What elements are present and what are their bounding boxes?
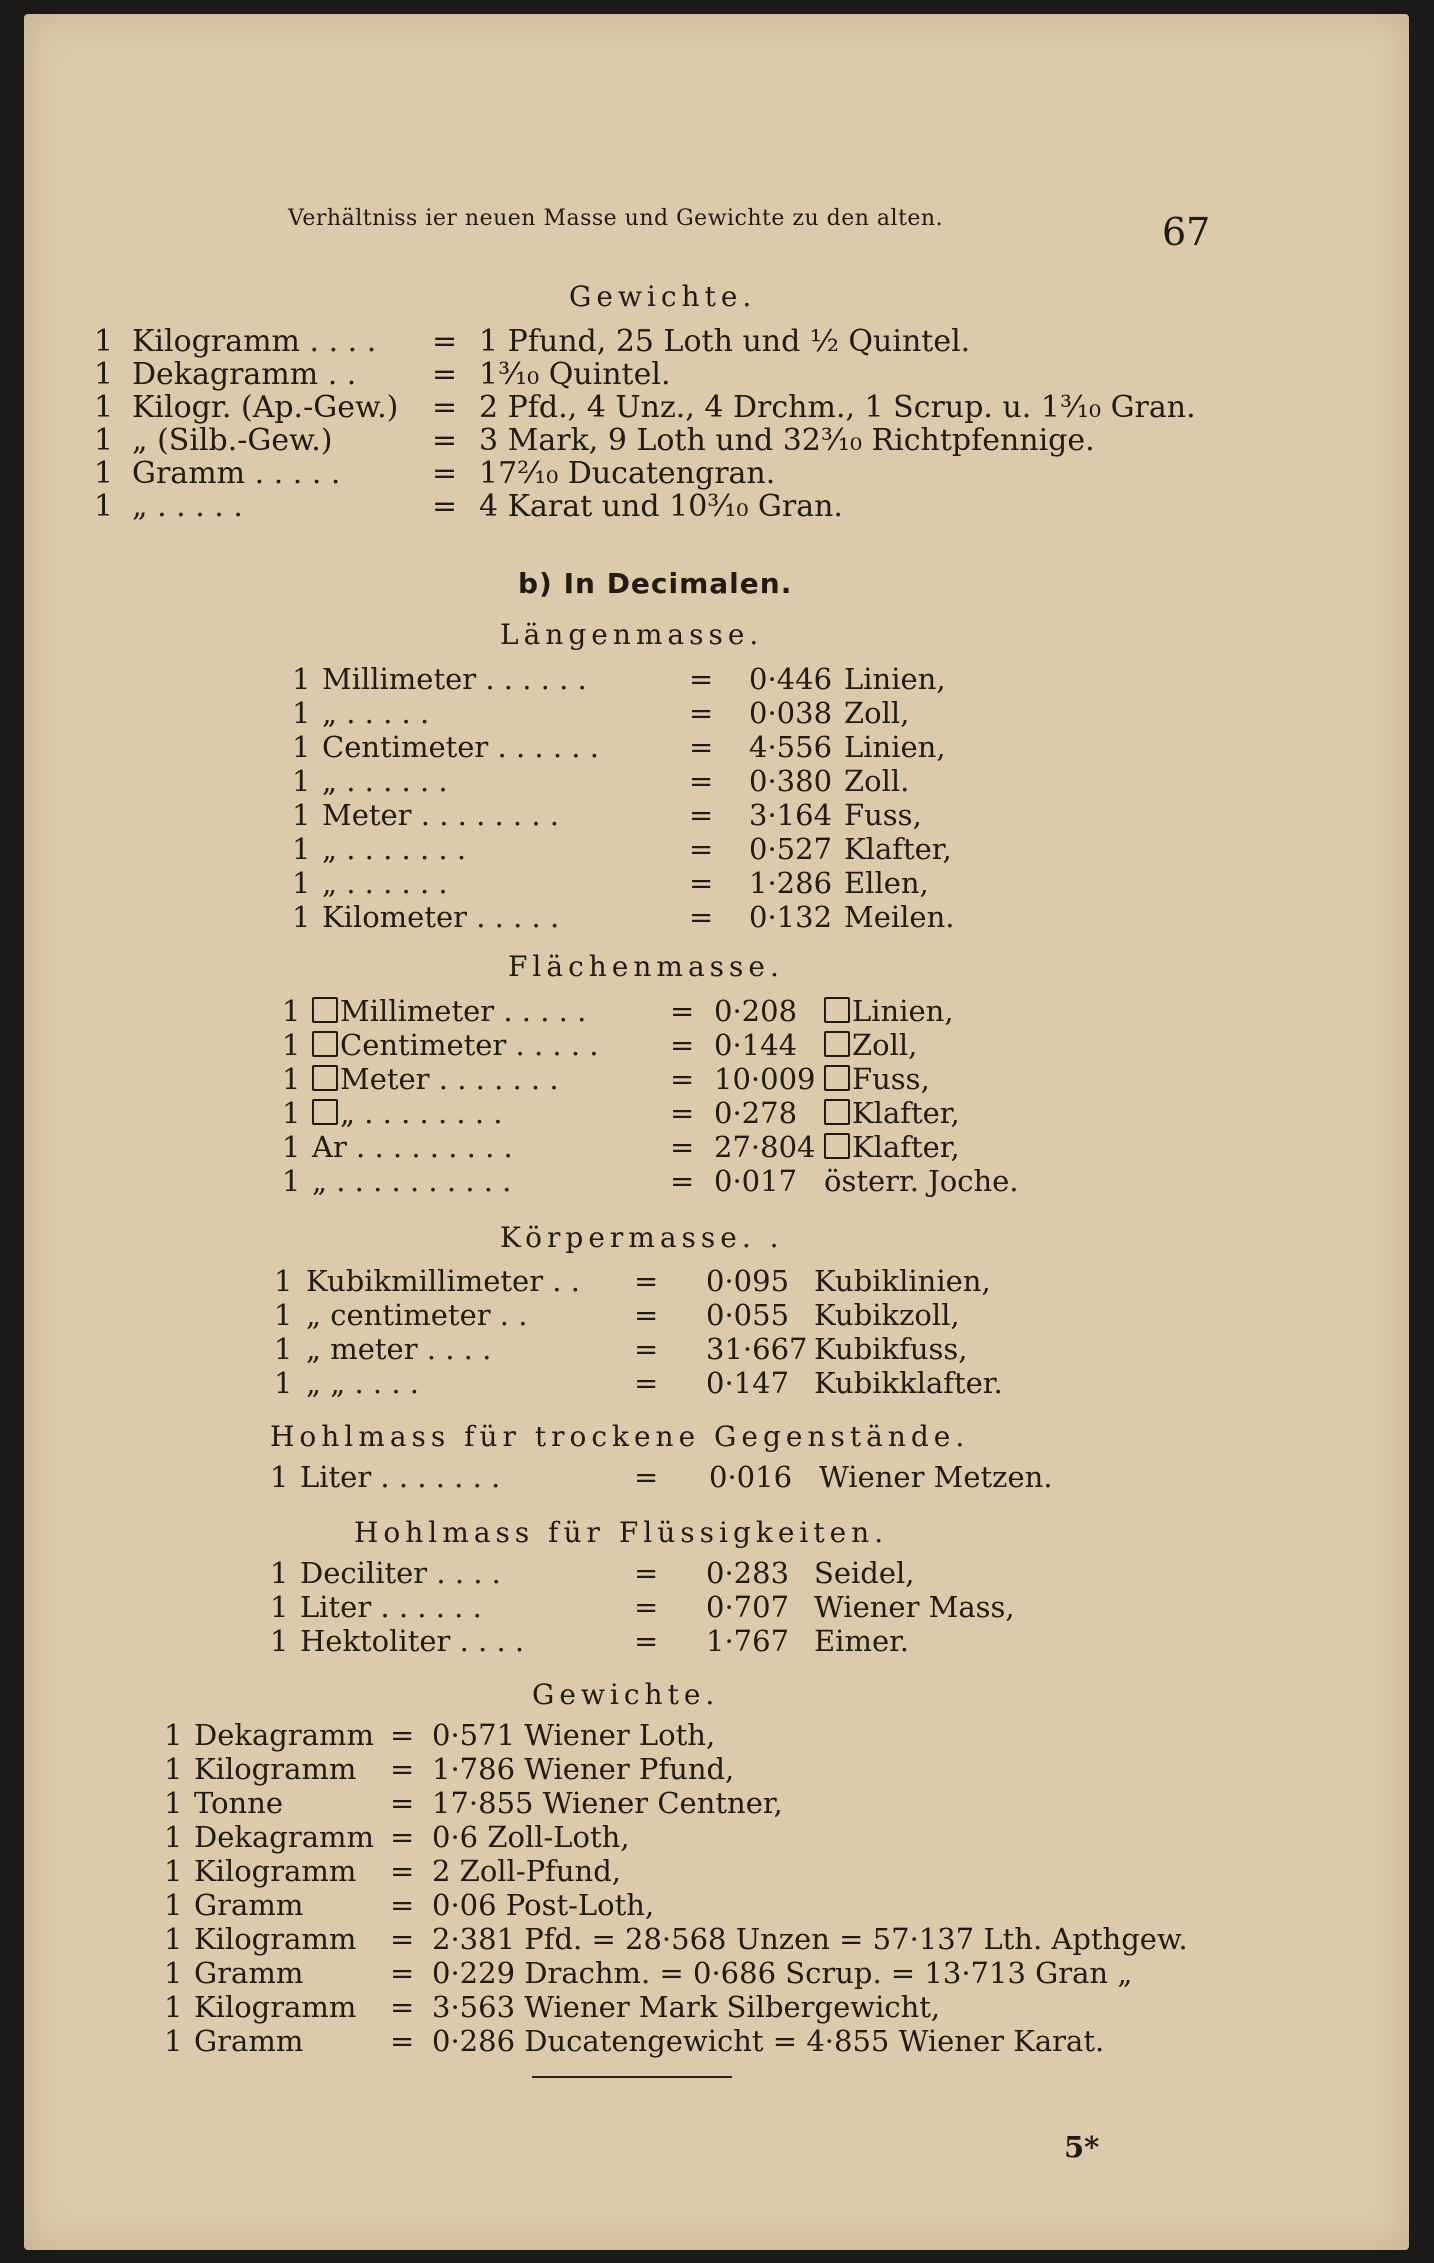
row-count: 1 <box>274 1332 293 1366</box>
row-unit: Liter . . . . . . <box>300 1590 482 1624</box>
row-target-unit: Ellen, <box>844 866 929 900</box>
row-equals: = <box>689 696 714 730</box>
section-title-gewichte-alt: Gewichte. <box>569 280 757 313</box>
row-unit: „ meter . . . . <box>306 1332 492 1366</box>
row-value: 0·06 Post-Loth, <box>432 1888 655 1922</box>
row-target-unit <box>824 1062 930 1096</box>
row-target-unit <box>824 994 954 1028</box>
row-value: 0·229 Drachm. = 0·686 Scrup. = 13·713 Gran „ <box>432 1956 1133 1990</box>
square-symbol-icon <box>312 1099 338 1125</box>
row-target-unit: Linien, <box>844 730 946 764</box>
row-count: 1 <box>274 1298 293 1332</box>
row-unit-label: „ . . . . . . . . <box>340 1096 503 1130</box>
row-count: 1 <box>94 456 114 491</box>
row-unit: Kubikmillimeter . . <box>306 1264 580 1298</box>
square-symbol-icon <box>312 1031 338 1057</box>
section-title-hohl-trocken: Hohlmass für trockene Gegenstände. <box>270 1420 970 1453</box>
row-unit: Centimeter . . . . . . <box>322 730 599 764</box>
row-equals: = <box>634 1624 659 1658</box>
row-value: 0·017 <box>714 1164 798 1198</box>
row-equals: = <box>390 1922 415 1956</box>
decimal-heading: b) In Decimalen. <box>518 567 793 600</box>
row-count: 1 <box>292 662 311 696</box>
square-symbol-icon <box>312 1065 338 1091</box>
row-unit: Kilogramm . . . . <box>132 324 377 359</box>
row-value: 2·381 Pfd. = 28·568 Unzen = 57·137 Lth. Apthgew. <box>432 1922 1188 1956</box>
row-target-unit: Zoll, <box>844 696 910 730</box>
row-count: 1 <box>164 1718 183 1752</box>
row-unit: Kilometer . . . . . <box>322 900 560 934</box>
row-count: 1 <box>292 764 311 798</box>
row-value: 0·527 <box>749 832 833 866</box>
row-target-unit: Linien, <box>844 662 946 696</box>
row-count: 1 <box>164 1752 183 1786</box>
row-equals: = <box>634 1332 659 1366</box>
row-unit: Ar . . . . . . . . . <box>312 1130 513 1164</box>
row-count: 1 <box>94 390 114 425</box>
row-target-unit: Wiener Mass, <box>814 1590 1015 1624</box>
row-unit: Kilogramm <box>194 1990 357 2024</box>
square-symbol-icon <box>824 1065 850 1091</box>
row-count: 1 <box>94 423 114 458</box>
row-target-unit: Kubikklafter. <box>814 1366 1003 1400</box>
row-equals: = <box>390 1888 415 1922</box>
row-value: 0·278 <box>714 1096 798 1130</box>
row-equals: = <box>390 1956 415 1990</box>
row-equals: = <box>670 1130 695 1164</box>
row-unit <box>312 1062 559 1096</box>
row-equals: = <box>670 1096 695 1130</box>
row-count: 1 <box>282 1062 301 1096</box>
row-value: 0·380 <box>749 764 833 798</box>
row-equals: = <box>689 764 714 798</box>
row-equals: = <box>670 1062 695 1096</box>
row-value: 0·208 <box>714 994 798 1028</box>
row-unit: Gramm <box>194 1888 304 1922</box>
row-count: 1 <box>282 1028 301 1062</box>
row-unit: Gramm . . . . . <box>132 456 341 491</box>
row-value: 2 Zoll-Pfund, <box>432 1854 622 1888</box>
row-value: 2 Pfd., 4 Unz., 4 Drchm., 1 Scrup. u. 1³⁄₁₀ Gran. <box>479 390 1196 425</box>
row-value: 17·855 Wiener Centner, <box>432 1786 783 1820</box>
row-target-unit: Fuss, <box>844 798 922 832</box>
section-title-koerper: Körpermasse. . <box>500 1221 784 1254</box>
row-unit: Kilogramm <box>194 1854 357 1888</box>
row-unit: Kilogramm <box>194 1922 357 1956</box>
row-value: 0·571 Wiener Loth, <box>432 1718 716 1752</box>
row-unit: Dekagramm <box>194 1718 374 1752</box>
row-equals: = <box>689 900 714 934</box>
closing-rule <box>532 2076 732 2078</box>
row-target-unit: Kubiklinien, <box>814 1264 991 1298</box>
row-target-unit-label: Fuss, <box>852 1062 930 1096</box>
row-count: 1 <box>292 696 311 730</box>
row-unit-label: Meter . . . . . . . <box>340 1062 559 1096</box>
row-target-unit <box>824 1028 917 1062</box>
running-title: Verhältniss ier neuen Masse und Gewichte zu den alten. <box>288 206 944 231</box>
row-target-unit: Wiener Metzen. <box>819 1460 1053 1494</box>
row-equals: = <box>689 798 714 832</box>
row-count: 1 <box>164 1956 183 1990</box>
row-count: 1 <box>270 1556 289 1590</box>
row-value: 0·132 <box>749 900 833 934</box>
row-count: 1 <box>270 1460 289 1494</box>
row-unit <box>312 1096 503 1130</box>
row-count: 1 <box>292 866 311 900</box>
row-target-unit: Kubikzoll, <box>814 1298 960 1332</box>
row-count: 1 <box>292 730 311 764</box>
row-equals: = <box>432 489 458 524</box>
row-unit: Meter . . . . . . . . <box>322 798 560 832</box>
row-value: 1·767 <box>706 1624 790 1658</box>
row-value: 0·144 <box>714 1028 798 1062</box>
row-unit: „ . . . . . <box>132 489 243 524</box>
row-value: 0·283 <box>706 1556 790 1590</box>
row-equals: = <box>390 1786 415 1820</box>
row-unit: „ „ . . . . <box>306 1366 420 1400</box>
section-title-laengen: Längenmasse. <box>500 618 764 651</box>
square-symbol-icon <box>312 997 338 1023</box>
row-count: 1 <box>282 994 301 1028</box>
row-count: 1 <box>282 1096 301 1130</box>
row-equals: = <box>634 1590 659 1624</box>
row-unit: Hektoliter . . . . <box>300 1624 525 1658</box>
row-unit: „ (Silb.-Gew.) <box>132 423 333 458</box>
row-value: 1·786 Wiener Pfund, <box>432 1752 735 1786</box>
row-count: 1 <box>274 1264 293 1298</box>
row-value: 3 Mark, 9 Loth und 32³⁄₁₀ Richtpfennige. <box>479 423 1095 458</box>
row-target-unit-label: Linien, <box>852 994 954 1028</box>
row-value: 1³⁄₁₀ Quintel. <box>479 357 671 392</box>
row-equals: = <box>634 1460 659 1494</box>
row-value: 0·6 Zoll-Loth, <box>432 1820 630 1854</box>
row-target-unit: Zoll. <box>844 764 910 798</box>
row-count: 1 <box>270 1624 289 1658</box>
row-value: 4·556 <box>749 730 833 764</box>
row-value: 3·164 <box>749 798 833 832</box>
row-value: 3·563 Wiener Mark Silbergewicht, <box>432 1990 941 2024</box>
row-count: 1 <box>164 2024 183 2058</box>
row-equals: = <box>390 1854 415 1888</box>
row-count: 1 <box>164 1786 183 1820</box>
row-unit: „ . . . . . . <box>322 764 448 798</box>
row-value: 0·016 <box>709 1460 793 1494</box>
row-target-unit: Kubikfuss, <box>814 1332 968 1366</box>
row-count: 1 <box>164 1888 183 1922</box>
row-equals: = <box>432 456 458 491</box>
row-value: 1 Pfund, 25 Loth und ½ Quintel. <box>479 324 971 359</box>
row-equals: = <box>390 1820 415 1854</box>
row-unit: Tonne <box>194 1786 284 1820</box>
row-unit <box>312 1028 598 1062</box>
row-unit: „ . . . . . . <box>322 866 448 900</box>
row-equals: = <box>432 357 458 392</box>
row-target-unit: Seidel, <box>814 1556 915 1590</box>
square-symbol-icon <box>824 1099 850 1125</box>
row-value: 0·038 <box>749 696 833 730</box>
row-equals: = <box>689 662 714 696</box>
row-value: 0·095 <box>706 1264 790 1298</box>
row-equals: = <box>634 1366 659 1400</box>
row-target-unit <box>824 1130 960 1164</box>
row-value: 4 Karat und 10³⁄₁₀ Gran. <box>479 489 843 524</box>
row-value: 10·009 <box>714 1062 816 1096</box>
row-target-unit: Meilen. <box>844 900 955 934</box>
row-target-unit: Klafter, <box>844 832 952 866</box>
row-equals: = <box>670 1164 695 1198</box>
row-count: 1 <box>164 1990 183 2024</box>
row-target-unit-label: Klafter, <box>852 1130 960 1164</box>
row-count: 1 <box>292 798 311 832</box>
row-unit: Gramm <box>194 1956 304 1990</box>
row-count: 1 <box>94 357 114 392</box>
row-unit-label: Millimeter . . . . . <box>340 994 587 1028</box>
section-title-flaechen: Flächenmasse. <box>508 950 784 983</box>
row-equals: = <box>634 1298 659 1332</box>
row-unit: Kilogramm <box>194 1752 357 1786</box>
square-symbol-icon <box>824 1133 850 1159</box>
row-unit: Dekagramm . . <box>132 357 357 392</box>
row-count: 1 <box>270 1590 289 1624</box>
row-unit: Millimeter . . . . . . <box>322 662 587 696</box>
row-target-unit-label: Zoll, <box>852 1028 918 1062</box>
section-title-hohl-fluessig: Hohlmass für Flüssigkeiten. <box>354 1516 889 1549</box>
square-symbol-icon <box>824 997 850 1023</box>
row-equals: = <box>390 1990 415 2024</box>
row-unit: Kilogr. (Ap.-Gew.) <box>132 390 399 425</box>
row-equals: = <box>390 1752 415 1786</box>
row-equals: = <box>689 730 714 764</box>
row-equals: = <box>432 390 458 425</box>
row-equals: = <box>390 1718 415 1752</box>
row-count: 1 <box>164 1922 183 1956</box>
row-target-unit <box>824 1096 960 1130</box>
row-equals: = <box>432 324 458 359</box>
row-unit <box>312 994 586 1028</box>
row-unit: „ . . . . . . . . . . <box>312 1164 512 1198</box>
row-count: 1 <box>274 1366 293 1400</box>
row-equals: = <box>670 1028 695 1062</box>
row-unit-label: Centimeter . . . . . <box>340 1028 599 1062</box>
row-count: 1 <box>94 324 114 359</box>
row-count: 1 <box>164 1820 183 1854</box>
row-unit: „ centimeter . . <box>306 1298 528 1332</box>
row-target-unit-label: Klafter, <box>852 1096 960 1130</box>
signature-mark: 5* <box>1064 2130 1100 2164</box>
row-target-unit: Eimer. <box>814 1624 910 1658</box>
row-count: 1 <box>282 1130 301 1164</box>
row-equals: = <box>634 1556 659 1590</box>
row-count: 1 <box>282 1164 301 1198</box>
row-equals: = <box>390 2024 415 2058</box>
row-value: 0·055 <box>706 1298 790 1332</box>
row-value: 31·667 <box>706 1332 808 1366</box>
row-value: 0·707 <box>706 1590 790 1624</box>
row-equals: = <box>634 1264 659 1298</box>
book-page <box>24 14 1409 2250</box>
row-unit: Gramm <box>194 2024 304 2058</box>
row-count: 1 <box>94 489 114 524</box>
row-equals: = <box>670 994 695 1028</box>
row-equals: = <box>432 423 458 458</box>
row-unit: „ . . . . . <box>322 696 430 730</box>
row-unit: Deciliter . . . . <box>300 1556 501 1590</box>
row-equals: = <box>689 866 714 900</box>
row-unit: Dekagramm <box>194 1820 374 1854</box>
row-value: 0·446 <box>749 662 833 696</box>
row-unit: Liter . . . . . . . <box>300 1460 501 1494</box>
row-value: 1·286 <box>749 866 833 900</box>
row-unit: „ . . . . . . . <box>322 832 467 866</box>
row-value: 0·286 Ducatengewicht = 4·855 Wiener Karat. <box>432 2024 1105 2058</box>
square-symbol-icon <box>824 1031 850 1057</box>
row-value: 27·804 <box>714 1130 816 1164</box>
row-value: 17²⁄₁₀ Ducatengran. <box>479 456 776 491</box>
row-value: 0·147 <box>706 1366 790 1400</box>
page-number: 67 <box>1162 210 1211 254</box>
row-equals: = <box>689 832 714 866</box>
row-count: 1 <box>164 1854 183 1888</box>
row-count: 1 <box>292 900 311 934</box>
row-count: 1 <box>292 832 311 866</box>
section-title-gewichte-neu: Gewichte. <box>532 1678 720 1711</box>
row-target-unit: österr. Joche. <box>824 1164 1019 1198</box>
